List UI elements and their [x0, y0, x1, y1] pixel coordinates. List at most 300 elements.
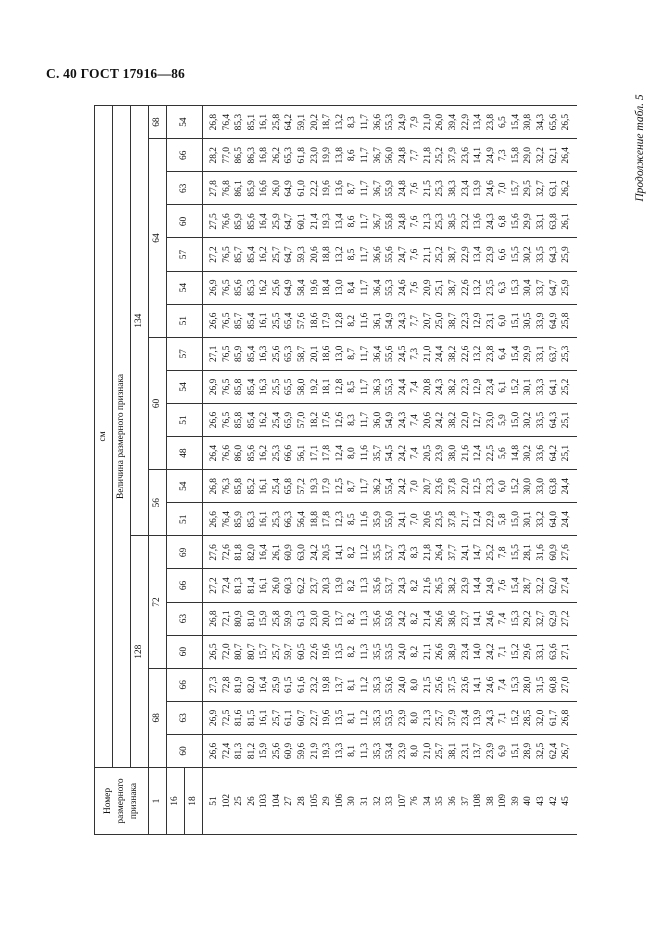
value-cell: 35,5 — [372, 635, 385, 668]
value-cell: 19,6 — [321, 172, 334, 205]
value-cell: 24,3 — [397, 536, 410, 569]
value-cell: 22,9 — [485, 503, 498, 536]
header-68: 68 — [149, 668, 167, 767]
value-cell: 54,5 — [384, 437, 397, 470]
value-cell: 60,3 — [283, 569, 296, 602]
value-cell: 30,4 — [522, 271, 535, 304]
value-cell: 8,2 — [409, 602, 422, 635]
value-cell: 25,7 — [434, 734, 447, 767]
value-cell: 85,4 — [246, 403, 259, 436]
table-row — [203, 106, 221, 835]
value-cell: 25,0 — [434, 304, 447, 337]
value-cell: 15,4 — [510, 106, 523, 139]
value-cell: 24,6 — [485, 172, 498, 205]
column-head: 51 — [167, 403, 203, 436]
value-cell: 26,5 — [203, 635, 221, 668]
value-cell: 15,5 — [510, 238, 523, 271]
value-cell: 11,2 — [359, 536, 372, 569]
table-row — [409, 106, 422, 835]
value-cell: 26,5 — [560, 106, 577, 139]
value-cell: 81,5 — [246, 701, 259, 734]
value-cell: 26,1 — [560, 205, 577, 238]
rotated-table-wrapper — [94, 105, 612, 835]
value-cell: 27,4 — [560, 569, 577, 602]
value-cell: 13,3 — [334, 734, 347, 767]
value-cell: 26,5 — [434, 569, 447, 602]
value-cell: 15,7 — [258, 635, 271, 668]
value-cell: 20,1 — [309, 337, 322, 370]
value-cell: 24,9 — [397, 106, 410, 139]
value-cell: 64,7 — [548, 271, 561, 304]
value-cell: 85,4 — [246, 304, 259, 337]
feature-number-cell: 102 — [221, 768, 234, 835]
value-cell: 11,7 — [359, 370, 372, 403]
value-cell: 23,9 — [485, 734, 498, 767]
value-cell: 33,0 — [535, 470, 548, 503]
feature-number-cell: 37 — [460, 768, 473, 835]
value-cell: 11,6 — [359, 437, 372, 470]
value-cell: 8,0 — [409, 668, 422, 701]
value-cell: 72,5 — [221, 701, 234, 734]
column-head: 57 — [167, 238, 203, 271]
value-cell: 22,2 — [309, 172, 322, 205]
value-cell: 24,2 — [397, 470, 410, 503]
column-head: 54 — [167, 271, 203, 304]
value-cell: 63,8 — [548, 205, 561, 238]
value-cell: 36,7 — [372, 172, 385, 205]
value-cell: 8,0 — [346, 437, 359, 470]
table-row — [296, 106, 309, 835]
table-row — [372, 106, 385, 835]
value-cell: 37,8 — [447, 470, 460, 503]
value-cell: 85,9 — [233, 503, 246, 536]
value-cell: 31,5 — [535, 668, 548, 701]
value-cell: 25,2 — [434, 238, 447, 271]
value-cell: 59,7 — [283, 635, 296, 668]
value-cell: 7,9 — [409, 106, 422, 139]
value-cell: 85,9 — [246, 172, 259, 205]
value-cell: 31,6 — [535, 536, 548, 569]
value-cell: 19,2 — [309, 370, 322, 403]
table-row — [522, 106, 535, 835]
value-cell: 24,0 — [397, 668, 410, 701]
value-cell: 85,1 — [246, 106, 259, 139]
value-cell: 82,0 — [246, 536, 259, 569]
value-cell: 85,9 — [233, 337, 246, 370]
feature-number-cell: 32 — [372, 768, 385, 835]
value-cell: 38,2 — [447, 403, 460, 436]
value-cell: 16,4 — [258, 205, 271, 238]
value-cell: 85,8 — [233, 403, 246, 436]
feature-number-cell: 27 — [283, 768, 296, 835]
value-cell: 33,6 — [535, 437, 548, 470]
value-cell: 19,6 — [321, 635, 334, 668]
value-cell: 12,4 — [472, 437, 485, 470]
value-cell: 23,2 — [460, 205, 473, 238]
value-cell: 20,5 — [422, 437, 435, 470]
feature-number-cell: 106 — [334, 768, 347, 835]
value-cell: 72,6 — [221, 536, 234, 569]
value-cell: 14,1 — [334, 536, 347, 569]
table-row — [548, 106, 561, 835]
feature-number-cell: 29 — [321, 768, 334, 835]
table-row — [510, 106, 523, 835]
value-cell: 23,0 — [309, 602, 322, 635]
value-cell: 24,4 — [560, 503, 577, 536]
column-head: 54 — [167, 370, 203, 403]
value-cell: 21,1 — [422, 238, 435, 271]
value-cell: 61,6 — [296, 668, 309, 701]
value-cell: 26,4 — [560, 139, 577, 172]
value-cell: 24,1 — [397, 503, 410, 536]
value-cell: 81,8 — [233, 536, 246, 569]
value-cell: 37,9 — [447, 701, 460, 734]
value-cell: 15,2 — [510, 370, 523, 403]
value-cell: 26,0 — [434, 106, 447, 139]
value-cell: 18,2 — [309, 403, 322, 436]
value-cell: 24,4 — [434, 337, 447, 370]
value-cell: 85,8 — [233, 470, 246, 503]
value-cell: 25,2 — [485, 536, 498, 569]
value-cell: 22,6 — [460, 271, 473, 304]
value-cell: 20,7 — [422, 470, 435, 503]
value-cell: 24,2 — [397, 602, 410, 635]
table-row — [283, 106, 296, 835]
value-cell: 36,6 — [372, 106, 385, 139]
value-cell: 85,2 — [246, 470, 259, 503]
value-cell: 58,4 — [296, 271, 309, 304]
column-head: 51 — [167, 503, 203, 536]
value-cell: 26,6 — [434, 602, 447, 635]
value-cell: 18,6 — [309, 304, 322, 337]
value-cell: 7,7 — [409, 139, 422, 172]
value-cell: 38,9 — [447, 635, 460, 668]
value-cell: 16,2 — [258, 271, 271, 304]
value-cell: 55,6 — [384, 337, 397, 370]
value-cell: 20,6 — [309, 238, 322, 271]
value-cell: 15,0 — [510, 503, 523, 536]
table-body — [203, 106, 577, 835]
value-cell: 60,8 — [548, 668, 561, 701]
value-cell: 65,4 — [283, 304, 296, 337]
value-cell: 60,9 — [283, 734, 296, 767]
value-cell: 55,3 — [384, 370, 397, 403]
value-cell: 15,5 — [510, 536, 523, 569]
value-cell: 38,7 — [447, 304, 460, 337]
value-cell: 15,8 — [510, 139, 523, 172]
size-table — [94, 105, 577, 835]
value-cell: 33,2 — [535, 503, 548, 536]
value-cell: 23,9 — [397, 734, 410, 767]
value-cell: 22,3 — [460, 370, 473, 403]
value-cell: 65,8 — [283, 470, 296, 503]
value-cell: 19,6 — [309, 271, 322, 304]
value-cell: 25,9 — [560, 238, 577, 271]
value-cell: 7,3 — [497, 139, 510, 172]
value-cell: 8,1 — [346, 734, 359, 767]
header-68b: 68 — [149, 106, 167, 139]
value-cell: 25,9 — [271, 205, 284, 238]
value-cell: 63,0 — [296, 536, 309, 569]
value-cell: 13,7 — [334, 668, 347, 701]
column-head: 57 — [167, 337, 203, 370]
value-cell: 57,2 — [296, 470, 309, 503]
value-cell: 15,1 — [510, 734, 523, 767]
value-cell: 32,7 — [535, 172, 548, 205]
value-cell: 25,5 — [271, 370, 284, 403]
value-cell: 21,4 — [422, 602, 435, 635]
value-cell: 21,5 — [422, 668, 435, 701]
value-cell: 7,1 — [497, 635, 510, 668]
value-cell: 37,9 — [447, 139, 460, 172]
value-cell: 24,4 — [397, 370, 410, 403]
feature-number-cell: 107 — [397, 768, 410, 835]
value-cell: 7,6 — [409, 172, 422, 205]
value-cell: 14,1 — [472, 668, 485, 701]
value-cell: 23,4 — [485, 370, 498, 403]
value-cell: 7,8 — [497, 536, 510, 569]
value-cell: 76,6 — [221, 437, 234, 470]
value-cell: 36,0 — [372, 403, 385, 436]
value-cell: 26,6 — [434, 635, 447, 668]
value-cell: 36,7 — [372, 139, 385, 172]
feature-number-cell: 31 — [359, 768, 372, 835]
value-cell: 16,1 — [258, 701, 271, 734]
value-cell: 8,5 — [346, 370, 359, 403]
value-cell: 7,4 — [497, 602, 510, 635]
value-cell: 8,4 — [346, 271, 359, 304]
value-cell: 53,7 — [384, 536, 397, 569]
value-cell: 8,6 — [346, 139, 359, 172]
value-cell: 36,1 — [372, 304, 385, 337]
value-cell: 35,6 — [372, 602, 385, 635]
value-cell: 11,3 — [359, 569, 372, 602]
value-cell: 7,0 — [497, 172, 510, 205]
value-cell: 81,6 — [233, 701, 246, 734]
value-cell: 8,3 — [409, 536, 422, 569]
table-row — [309, 106, 322, 835]
value-cell: 23,0 — [485, 403, 498, 436]
value-cell: 8,3 — [346, 403, 359, 436]
value-cell: 13,2 — [472, 337, 485, 370]
value-cell: 6,4 — [497, 337, 510, 370]
value-cell: 60,1 — [296, 205, 309, 238]
value-cell: 29,5 — [522, 172, 535, 205]
value-cell: 25,5 — [271, 304, 284, 337]
value-cell: 23,9 — [397, 701, 410, 734]
value-cell: 86,1 — [233, 172, 246, 205]
value-cell: 36,4 — [372, 271, 385, 304]
value-cell: 76,5 — [221, 304, 234, 337]
value-cell: 85,6 — [233, 271, 246, 304]
table-row — [434, 106, 447, 835]
value-cell: 38,7 — [447, 271, 460, 304]
value-cell: 55,4 — [384, 470, 397, 503]
value-cell: 25,4 — [271, 470, 284, 503]
value-cell: 15,2 — [510, 470, 523, 503]
value-cell: 24,3 — [485, 205, 498, 238]
header-134: 134 — [131, 106, 149, 536]
value-cell: 25,1 — [434, 271, 447, 304]
value-cell: 38,3 — [447, 172, 460, 205]
value-cell: 19,6 — [321, 701, 334, 734]
value-cell: 11,6 — [359, 304, 372, 337]
value-cell: 24,6 — [485, 602, 498, 635]
value-cell: 7,4 — [409, 403, 422, 436]
value-cell: 30,1 — [522, 503, 535, 536]
value-cell: 15,0 — [510, 403, 523, 436]
value-cell: 35,3 — [372, 668, 385, 701]
value-cell: 25,7 — [271, 238, 284, 271]
value-cell: 34,3 — [535, 106, 548, 139]
value-cell: 21,3 — [422, 205, 435, 238]
value-cell: 59,9 — [283, 602, 296, 635]
value-cell: 59,3 — [296, 238, 309, 271]
value-cell: 11,7 — [359, 106, 372, 139]
value-cell: 26,2 — [271, 139, 284, 172]
value-cell: 20,3 — [321, 569, 334, 602]
value-cell: 62,2 — [296, 569, 309, 602]
value-cell: 19,9 — [321, 139, 334, 172]
value-cell: 36,2 — [372, 470, 385, 503]
value-cell: 32,2 — [535, 139, 548, 172]
value-cell: 19,3 — [309, 470, 322, 503]
value-cell: 11,6 — [359, 503, 372, 536]
value-cell: 7,0 — [409, 470, 422, 503]
table-row — [221, 106, 234, 835]
value-cell: 35,3 — [372, 701, 385, 734]
value-cell: 22,0 — [460, 403, 473, 436]
value-cell: 7,6 — [409, 238, 422, 271]
value-cell: 33,1 — [535, 337, 548, 370]
value-cell: 23,6 — [460, 668, 473, 701]
value-cell: 32,7 — [535, 602, 548, 635]
value-cell: 8,2 — [346, 635, 359, 668]
value-cell: 23,9 — [434, 437, 447, 470]
value-cell: 21,3 — [422, 701, 435, 734]
value-cell: 61,7 — [548, 701, 561, 734]
value-cell: 11,7 — [359, 271, 372, 304]
value-cell: 23,6 — [460, 139, 473, 172]
value-cell: 85,3 — [246, 503, 259, 536]
value-cell: 6,8 — [497, 205, 510, 238]
value-cell: 85,7 — [233, 238, 246, 271]
value-cell: 22,5 — [485, 437, 498, 470]
value-cell: 15,3 — [510, 271, 523, 304]
value-cell: 24,5 — [397, 337, 410, 370]
value-cell: 15,9 — [258, 602, 271, 635]
value-cell: 20,2 — [309, 106, 322, 139]
value-cell: 23,8 — [485, 106, 498, 139]
value-cell: 8,2 — [346, 602, 359, 635]
value-cell: 6,6 — [497, 238, 510, 271]
value-cell: 58,0 — [296, 370, 309, 403]
value-cell: 15,6 — [510, 205, 523, 238]
value-cell: 24,2 — [309, 536, 322, 569]
value-cell: 26,8 — [203, 470, 221, 503]
column-head: 66 — [167, 569, 203, 602]
value-cell: 27,8 — [203, 172, 221, 205]
header-index-16: 16 — [167, 768, 185, 835]
value-cell: 85,6 — [246, 437, 259, 470]
header-128: 128 — [131, 536, 149, 768]
value-cell: 20,8 — [422, 370, 435, 403]
value-cell: 26,6 — [203, 403, 221, 436]
value-cell: 29,9 — [522, 205, 535, 238]
value-cell: 25,8 — [271, 602, 284, 635]
value-cell: 58,7 — [296, 337, 309, 370]
value-cell: 13,5 — [334, 701, 347, 734]
value-cell: 22,9 — [460, 238, 473, 271]
value-cell: 13,6 — [334, 172, 347, 205]
value-cell: 62,4 — [548, 734, 561, 767]
value-cell: 64,2 — [283, 106, 296, 139]
value-cell: 26,8 — [203, 106, 221, 139]
column-head: 60 — [167, 205, 203, 238]
value-cell: 28,2 — [203, 139, 221, 172]
table-row — [472, 106, 485, 835]
value-cell: 11,7 — [359, 139, 372, 172]
value-cell: 22,9 — [460, 106, 473, 139]
value-cell: 25,3 — [434, 205, 447, 238]
value-cell: 23,5 — [434, 503, 447, 536]
value-cell: 60,9 — [548, 536, 561, 569]
value-cell: 17,8 — [321, 437, 334, 470]
value-cell: 21,6 — [422, 569, 435, 602]
value-cell: 19,3 — [321, 734, 334, 767]
value-cell: 15,4 — [510, 337, 523, 370]
value-cell: 7,6 — [409, 205, 422, 238]
feature-number-cell: 33 — [384, 768, 397, 835]
value-cell: 16,4 — [258, 668, 271, 701]
value-cell: 26,9 — [203, 701, 221, 734]
value-cell: 28,9 — [522, 734, 535, 767]
value-cell: 61,3 — [296, 602, 309, 635]
value-cell: 8,5 — [346, 503, 359, 536]
value-cell: 21,1 — [422, 635, 435, 668]
value-cell: 16,6 — [258, 172, 271, 205]
value-cell: 20,7 — [422, 304, 435, 337]
value-cell: 13,7 — [334, 602, 347, 635]
column-head: 60 — [167, 734, 203, 767]
value-cell: 25,2 — [434, 139, 447, 172]
value-cell: 27,1 — [560, 635, 577, 668]
value-cell: 76,6 — [221, 205, 234, 238]
value-cell: 85,9 — [233, 205, 246, 238]
value-cell: 12,5 — [334, 470, 347, 503]
value-cell: 14,1 — [472, 139, 485, 172]
value-cell: 33,1 — [535, 205, 548, 238]
value-cell: 21,7 — [460, 503, 473, 536]
value-cell: 65,5 — [283, 370, 296, 403]
value-cell: 13,7 — [472, 734, 485, 767]
value-cell: 25,1 — [560, 403, 577, 436]
header-72: 72 — [149, 536, 167, 668]
value-cell: 5,8 — [497, 503, 510, 536]
group-header: Величина размерного признака — [113, 106, 131, 768]
table-row — [497, 106, 510, 835]
table-row — [560, 106, 577, 835]
value-cell: 24,8 — [397, 172, 410, 205]
value-cell: 72,0 — [221, 635, 234, 668]
value-cell: 81,3 — [233, 734, 246, 767]
value-cell: 13,0 — [334, 271, 347, 304]
value-cell: 12,8 — [334, 304, 347, 337]
value-cell: 30,2 — [522, 403, 535, 436]
feature-number-cell: 43 — [535, 768, 548, 835]
value-cell: 85,4 — [246, 337, 259, 370]
value-cell: 33,3 — [535, 370, 548, 403]
